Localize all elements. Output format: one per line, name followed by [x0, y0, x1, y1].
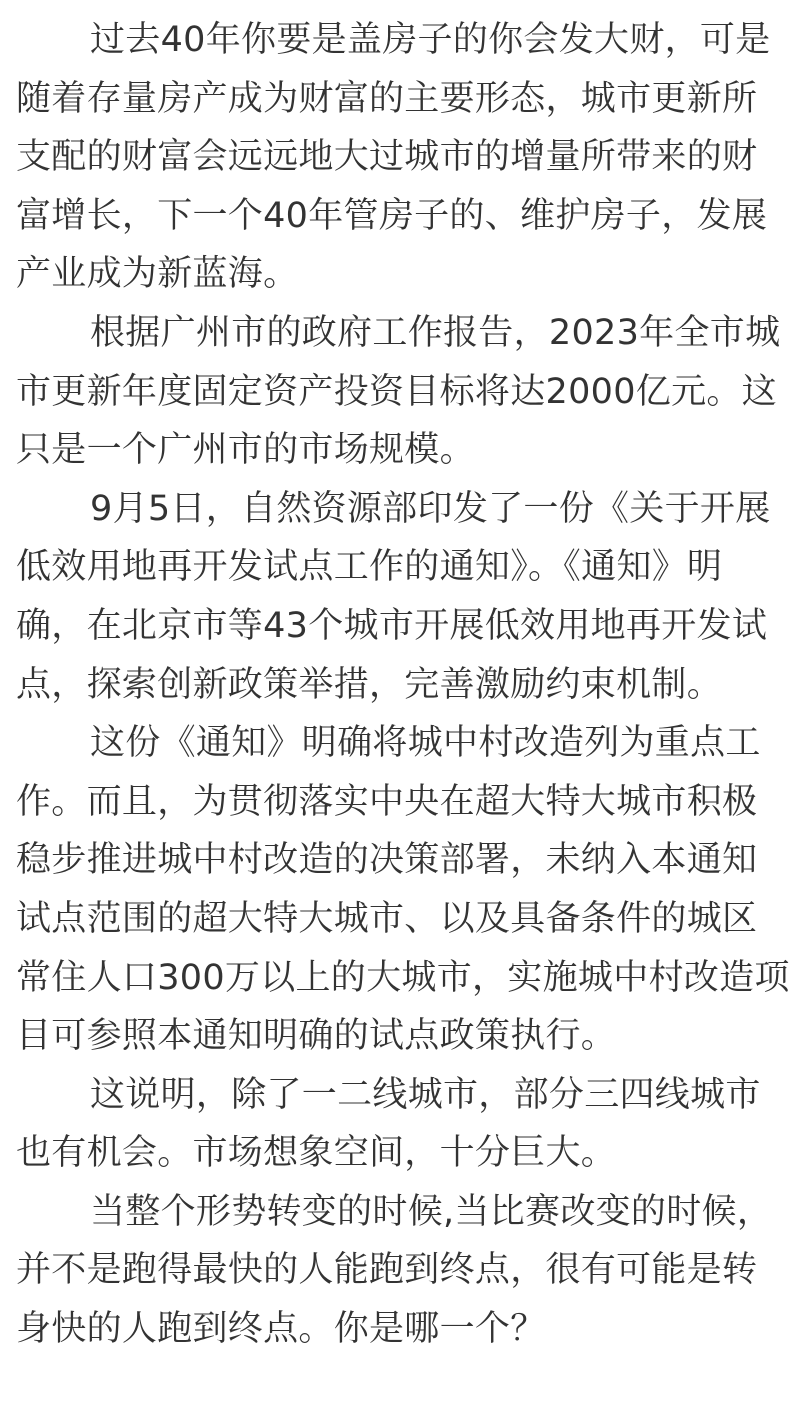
paragraph-line: 常住人口300万以上的大城市，实施城中村改造项	[16, 957, 790, 998]
paragraph-line: 这份《通知》明确将城中村改造列为重点工	[90, 723, 761, 764]
paragraph-line: 目可参照本通知明确的试点政策执行。	[16, 1016, 617, 1057]
paragraph-line: 确，在北京市等43个城市开展低效用地再开发试	[16, 605, 768, 646]
paragraph-line: 这说明，除了一二线城市，部分三四线城市	[90, 1074, 761, 1115]
paragraph-line: 稳步推进城中村改造的决策部署，未纳入本通知	[16, 840, 758, 881]
paragraph-line: 随着存量房产成为财富的主要形态，城市更新所	[16, 78, 758, 119]
paragraph-line: 市更新年度固定资产投资目标将达2000亿元。这	[16, 371, 777, 412]
paragraph-line: 只是一个广州市的市场规模。	[16, 430, 475, 471]
paragraph-line: 支配的财富会远远地大过城市的增量所带来的财	[16, 137, 758, 178]
paragraph-line: 9月5日，自然资源部印发了一份《关于开展	[90, 488, 771, 529]
paragraph-line: 产业成为新蓝海。	[16, 254, 299, 295]
paragraph-1	[16, 11, 791, 304]
paragraph-line: 低效用地再开发试点工作的通知》。《通知》明	[16, 547, 723, 588]
paragraph-3	[16, 480, 791, 714]
paragraph-line: 身快的人跑到终点。你是哪一个？	[16, 1309, 546, 1350]
paragraph-6	[16, 1183, 791, 1359]
paragraph-line: 当整个形势转变的时候,当比赛改变的时候，	[90, 1191, 773, 1232]
paragraph-5	[16, 1066, 791, 1183]
paragraph-2	[16, 304, 791, 480]
paragraph-line: 根据广州市的政府工作报告，2023年全市城	[90, 312, 781, 353]
paragraph-line: 并不是跑得最快的人能跑到终点，很有可能是转	[16, 1250, 758, 1291]
paragraph-4	[16, 714, 791, 1066]
paragraph-line: 过去40年你要是盖房子的你会发大财，可是	[90, 20, 771, 60]
paragraph-line: 富增长，下一个40年管房子的、维护房子，发展	[16, 195, 768, 236]
paragraph-line: 也有机会。市场想象空间，十分巨大。	[16, 1133, 617, 1174]
paragraph-line: 点，探索创新政策举措，完善激励约束机制。	[16, 664, 723, 705]
article-body	[16, 11, 791, 1359]
paragraph-line: 作。而且，为贯彻落实中央在超大特大城市积极	[16, 781, 758, 822]
paragraph-line: 试点范围的超大特大城市、以及具备条件的城区	[16, 898, 758, 939]
